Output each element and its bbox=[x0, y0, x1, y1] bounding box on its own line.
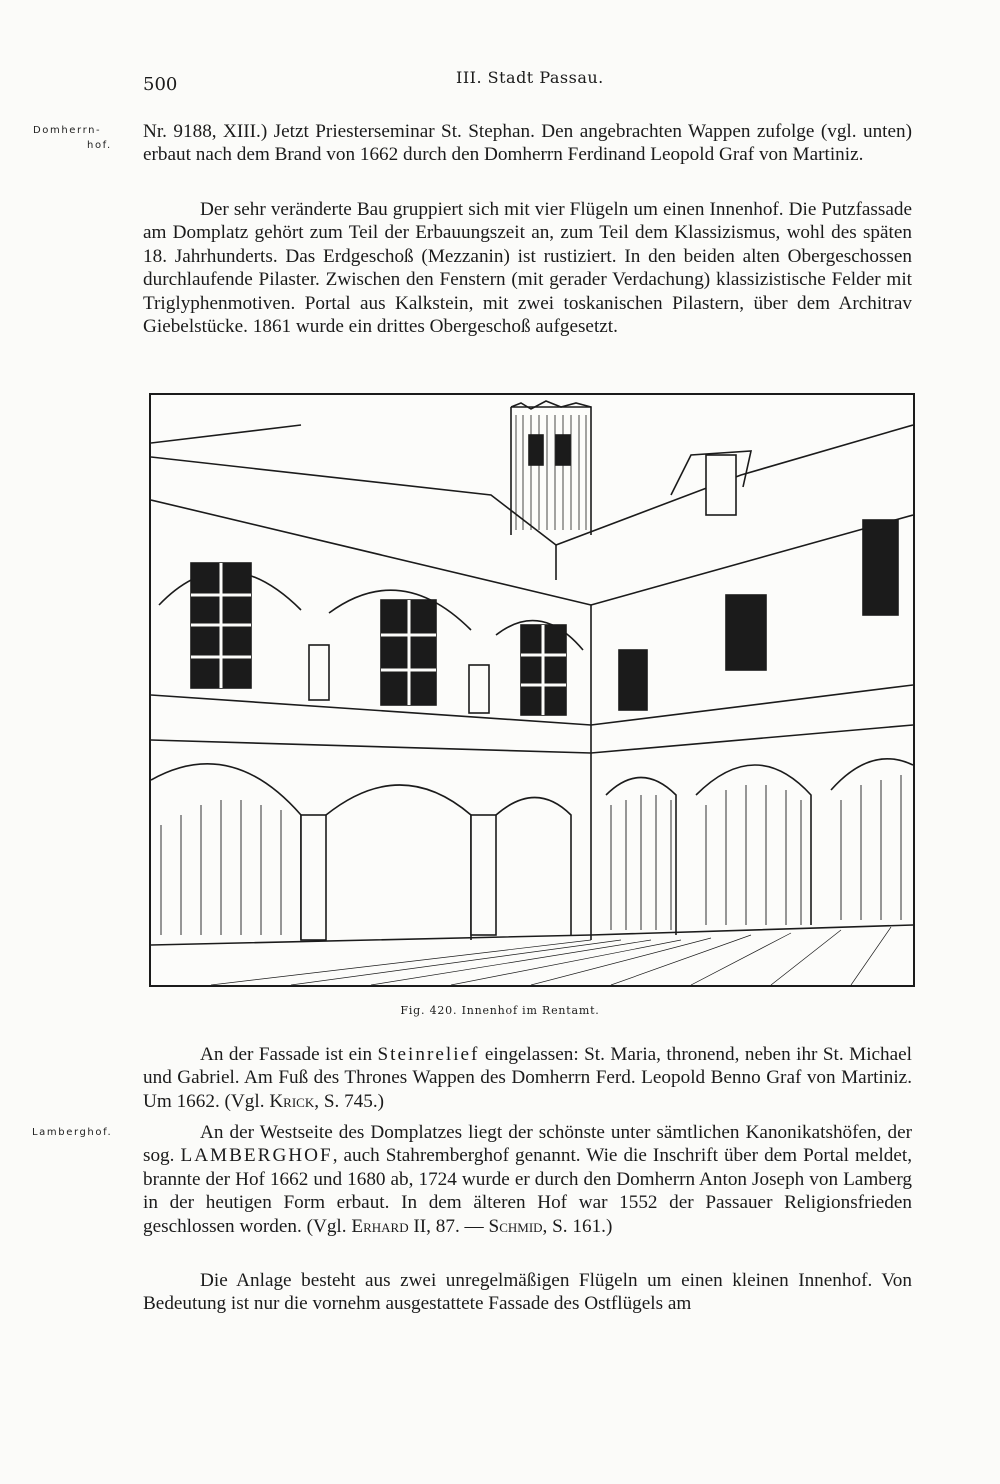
chapter-title: III. Stadt Passau. bbox=[456, 68, 604, 87]
paragraph-5-text: Die Anlage besteht aus zwei unregelmäßigen Flügeln um einen kleinen Innenhof. Von Bedeutung ist nur die vornehm ausgestattete Fassade des Ostflügels am bbox=[143, 1270, 912, 1315]
margin-note-lamberghof: Lamberghof. bbox=[32, 1127, 113, 1138]
margin-note-domherrnhof-1: Domherrn- bbox=[33, 125, 102, 136]
emphasis-steinrelief: Steinrelief bbox=[377, 1044, 480, 1065]
paragraph-1-text: Nr. 9188, XIII.) Jetzt Priesterseminar St. Stephan. Den angebrachten Wappen zufolge (vgl. unten) erbaut nach dem Brand von 1662 durch den Domherrn Ferdinand Leopold Graf von Martiniz. bbox=[143, 121, 912, 166]
paragraph-5 bbox=[143, 1269, 912, 1316]
figure-illustration bbox=[149, 393, 915, 987]
paragraph-2-text: Der sehr veränderte Bau gruppiert sich mit vier Flügeln um einen Innenhof. Die Putzfassade am Domplatz gehört zum Teil der Erbauungszeit an, zum Teil dem Klassizismus, wohl des späten 18. Jahrhunderts. Das Erdgeschoß (Mezzanin) ist rustiziert. In den beiden alten Obergeschossen durchlaufende Pilaster. Zwischen den Fenstern (mit gerader Verdachung) klassizistische Felder mit Triglyphenmotiven. Portal aus Kalkstein, mit zwei toskanischen Pilastern, über dem Architrav Giebelstücke. 1861 wurde ein drittes Obergeschoß aufgesetzt. bbox=[143, 199, 912, 338]
paragraph-1 bbox=[143, 120, 912, 167]
margin-note-domherrnhof-2: hof. bbox=[87, 140, 112, 151]
paragraph-2 bbox=[143, 198, 912, 338]
citation-erhard: Erhard bbox=[351, 1215, 409, 1237]
citation-schmid: Schmid bbox=[488, 1215, 543, 1237]
page-number: 500 bbox=[143, 74, 178, 95]
citation-krick: Krick bbox=[269, 1090, 315, 1112]
paragraph-4: An der Westseite des Domplatzes liegt der schönste unter sämtlichen Kanonikatshöfen, der sog. LAMBERGHOF, auch Stahremberghof genannt. Wie die Inschrift über dem Portal meldet, brannte der Hof 1662 und 1680 ab, 1724 wurde er durch den Domherrn Anton Joseph von Lamberg in der heutigen Form erbaut. In dem älteren Hof war 1552 der Passauer Religionsfrieden geschlossen worden. (Vgl. Erhard II, 87. — Schmid, S. 161.) bbox=[143, 1122, 913, 1237]
figure-caption: Fig. 420. Innenhof im Rentamt. bbox=[400, 1004, 600, 1017]
paragraph-3: An der Fassade ist ein Steinrelief eingelassen: St. Maria, thronend, neben ihr St. Michael und Gabriel. Am Fuß des Thrones Wappen des Domherrn Ferd. Leopold Benno Graf von Martiniz. Um 1662. (Vgl. Krick, S. 745.) bbox=[143, 1044, 912, 1112]
emphasis-lamberghof: LAMBERGHOF bbox=[180, 1145, 333, 1167]
courtyard-drawing bbox=[151, 395, 913, 985]
